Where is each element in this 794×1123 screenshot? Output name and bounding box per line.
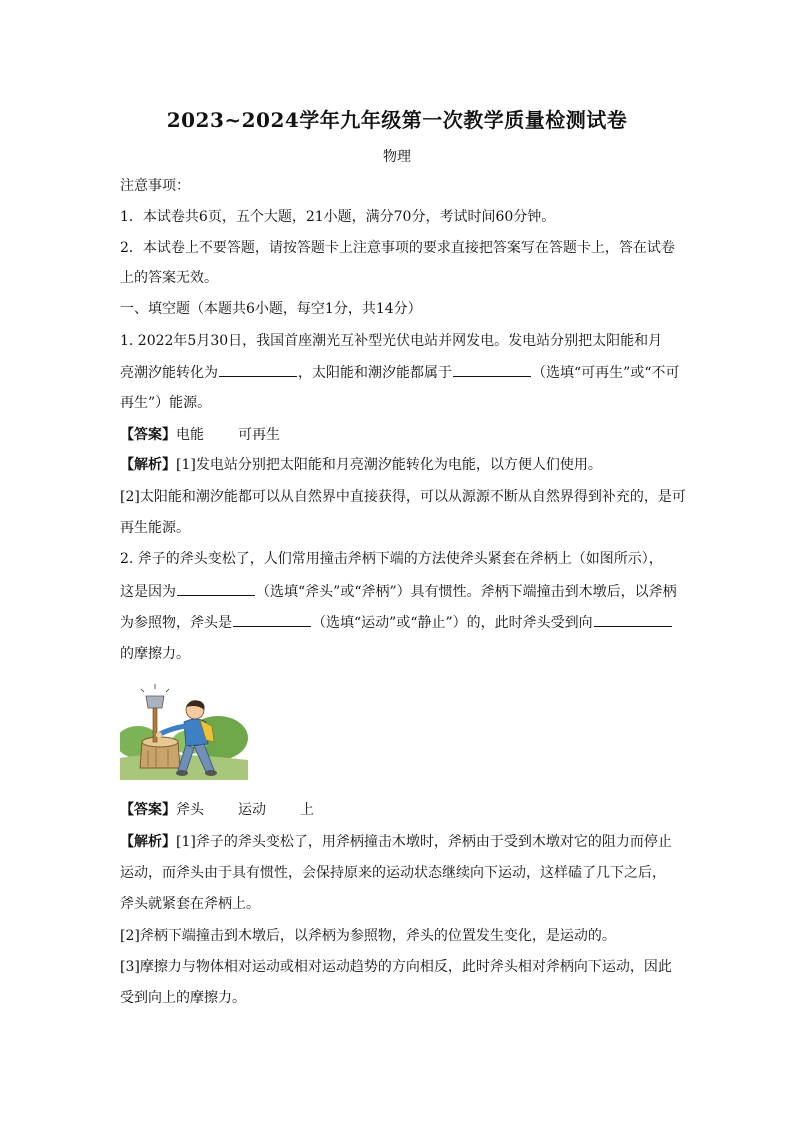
q2-analysis-2: [2]斧柄下端撞击到木墩后，以斧柄为参照物，斧头的位置发生变化，是运动的。 (120, 928, 616, 944)
q1-text: ，太阳能和潮汐能都属于 (298, 365, 452, 381)
q1-answer-1: 电能 (176, 427, 204, 443)
axe-head (146, 696, 164, 708)
notice-heading: 注意事项： (120, 178, 190, 194)
q1-text: （选填“可再生”或“不可 (532, 365, 680, 381)
q1-stem-line-2 (120, 362, 680, 383)
q1-answer (120, 425, 680, 445)
q1-analysis-2b: 再生能源。 (120, 520, 190, 536)
analysis-label: 【解析】 (120, 457, 176, 473)
subject-label: 物理 (383, 149, 411, 165)
q2-text: 这是因为 (120, 584, 176, 600)
q2-answer (120, 800, 680, 820)
q2-stem-line-4: 的摩擦力。 (120, 646, 190, 662)
q2-answer-2: 运动 (238, 802, 266, 818)
q1-stem-line-3: 再生”）能源。 (120, 395, 212, 411)
section-1-heading: 一、填空题（本题共6小题，每空1分，共14分） (120, 301, 422, 317)
q2-stem-line-1: 2. 斧子的斧头变松了，人们常用撞击斧柄下端的方法使斧头紧套在斧柄上（如图所示）， (120, 551, 663, 567)
q2-blank-3 (594, 612, 672, 627)
q2-blank-2 (233, 612, 311, 627)
q2-analysis-1b: 运动，而斧头由于具有惯性，会保持原来的运动状态继续向下运动，这样磕了几下之后， (120, 865, 666, 881)
q2-analysis-1a (120, 832, 680, 852)
stump-top (142, 737, 178, 747)
q2-blank-1 (177, 581, 255, 596)
q2-stem-line-3 (120, 612, 680, 633)
q1-analysis-1 (120, 455, 680, 475)
q1-blank-2 (453, 362, 531, 377)
notice-item-1: 1．本试卷共6页，五个大题，21小题，满分70分，考试时间60分钟。 (120, 209, 556, 225)
q1-blank-1 (219, 362, 297, 377)
q2-answer-3: 上 (300, 802, 314, 818)
q2-analysis-3b: 受到向上的摩擦力。 (120, 990, 246, 1006)
q1-analysis-text: [1]发电站分别把太阳能和月亮潮汐能转化为电能，以方便人们使用。 (176, 457, 602, 473)
answer-label: 【答案】 (120, 802, 176, 818)
notice-item-2-line-1: 2．本试卷上不要答题，请按答题卡上注意事项的要求直接把答案写在答题卡上，答在试卷 (120, 240, 675, 256)
exam-title: 2023~2024学年九年级第一次教学质量检测试卷 (166, 108, 628, 132)
q2-answer-1: 斧头 (176, 802, 204, 818)
answer-label: 【答案】 (120, 427, 176, 443)
analysis-label: 【解析】 (120, 834, 176, 850)
q1-stem-line-1: 1. 2022年5月30日，我国首座潮光互补型光伏电站并网发电。发电站分别把太阳能和月 (120, 333, 663, 349)
q1-text: 亮潮汐能转化为 (120, 365, 218, 381)
q2-analysis-text: [1]斧子的斧头变松了，用斧柄撞击木墩时，斧柄由于受到木墩对它的阻力而停止 (176, 834, 672, 850)
q2-stem-line-2 (120, 581, 680, 602)
q2-text: （选填“斧头”或“斧柄”）具有惯性。斧柄下端撞击到木墩后，以斧柄 (256, 584, 677, 600)
q2-analysis-3a: [3]摩擦力与物体相对运动或相对运动趋势的方向相反，此时斧头相对斧柄向下运动，因此 (120, 959, 672, 975)
q2-analysis-1c: 斧头就紧套在斧柄上。 (120, 896, 260, 912)
q2-text: 为参照物，斧头是 (120, 615, 232, 631)
q2-text: （选填“运动”或“静止”）的，此时斧头受到向 (312, 615, 593, 631)
notice-item-2-line-2: 上的答案无效。 (120, 270, 218, 286)
axe-illustration (120, 680, 248, 780)
q1-analysis-2a: [2]太阳能和潮汐能都可以从自然界中直接获得，可以从源源不断从自然界得到补充的，是可 (120, 489, 686, 505)
q1-answer-2: 可再生 (238, 427, 280, 443)
